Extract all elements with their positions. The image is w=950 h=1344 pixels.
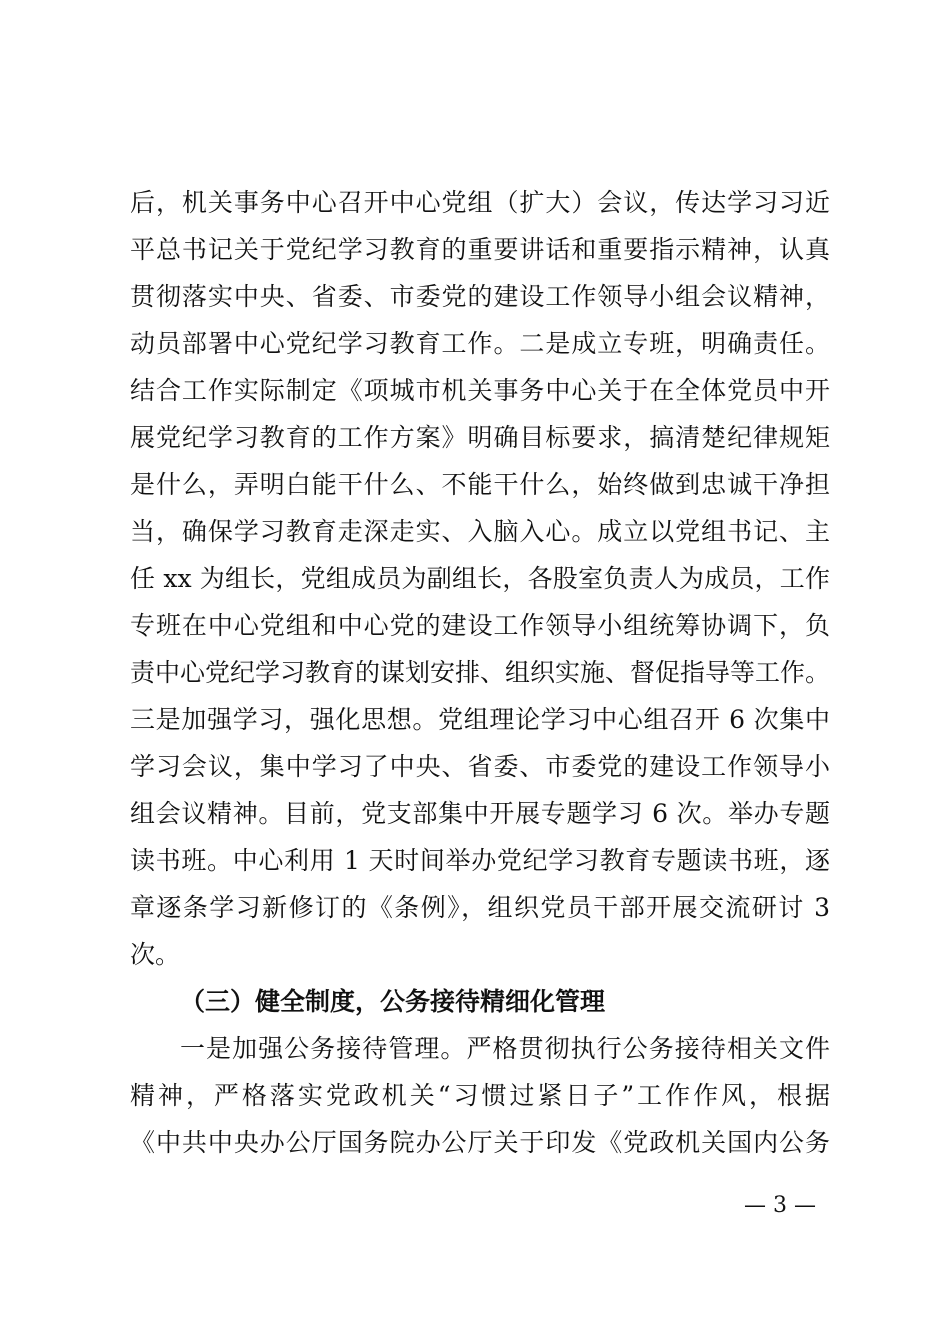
body-line: 动员部署中心党纪学习教育工作。二是成立专班，明确责任。	[130, 329, 830, 358]
body-line: 章逐条学习新修订的《条例》，组织党员干部开展交流研讨 3	[130, 893, 830, 922]
body-line: 责中心党纪学习教育的谋划安排、组织实施、督促指导等工作。	[130, 658, 831, 687]
body-line: 次。	[130, 940, 181, 969]
section-heading: （三）健全制度，公务接待精细化管理	[180, 987, 606, 1016]
body-line: 结合工作实际制定《项城市机关事务中心关于在全体党员中开	[130, 376, 830, 405]
body-line: 精神，严格落实党政机关“习惯过紧日子”工作作风，根据	[130, 1081, 830, 1110]
body-line: 组会议精神。目前，党支部集中开展专题学习 6 次。举办专题	[130, 799, 830, 828]
body-line: 当，确保学习教育走深走实、入脑入心。成立以党组书记、主	[130, 517, 830, 546]
body-line: 《中共中央办公厅国务院办公厅关于印发《党政机关国内公务	[130, 1128, 830, 1157]
body-line: 展党纪学习教育的工作方案》明确目标要求，搞清楚纪律规矩	[130, 423, 830, 452]
body-line: 任 xx 为组长，党组成员为副组长，各股室负责人为成员，工作	[130, 564, 830, 593]
body-line: 三是加强学习，强化思想。党组理论学习中心组召开 6 次集中	[130, 705, 830, 734]
body-line: 专班在中心党组和中心党的建设工作领导小组统筹协调下，负	[130, 611, 830, 640]
body-line: 是什么，弄明白能干什么、不能干什么，始终做到忠诚干净担	[130, 470, 830, 499]
body-line: 贯彻落实中央、省委、市委党的建设工作领导小组会议精神，	[130, 282, 830, 311]
body-line: 平总书记关于党纪学习教育的重要讲话和重要指示精神，认真	[130, 235, 830, 264]
body-line: 一是加强公务接待管理。严格贯彻执行公务接待相关文件	[180, 1034, 830, 1063]
body-line: 后，机关事务中心召开中心党组（扩大）会议，传达学习习近	[130, 188, 830, 217]
page-number: — 3 —	[744, 1193, 816, 1218]
body-line: 读书班。中心利用 1 天时间举办党纪学习教育专题读书班，逐	[130, 846, 830, 875]
body-line: 学习会议，集中学习了中央、省委、市委党的建设工作领导小	[130, 752, 830, 781]
